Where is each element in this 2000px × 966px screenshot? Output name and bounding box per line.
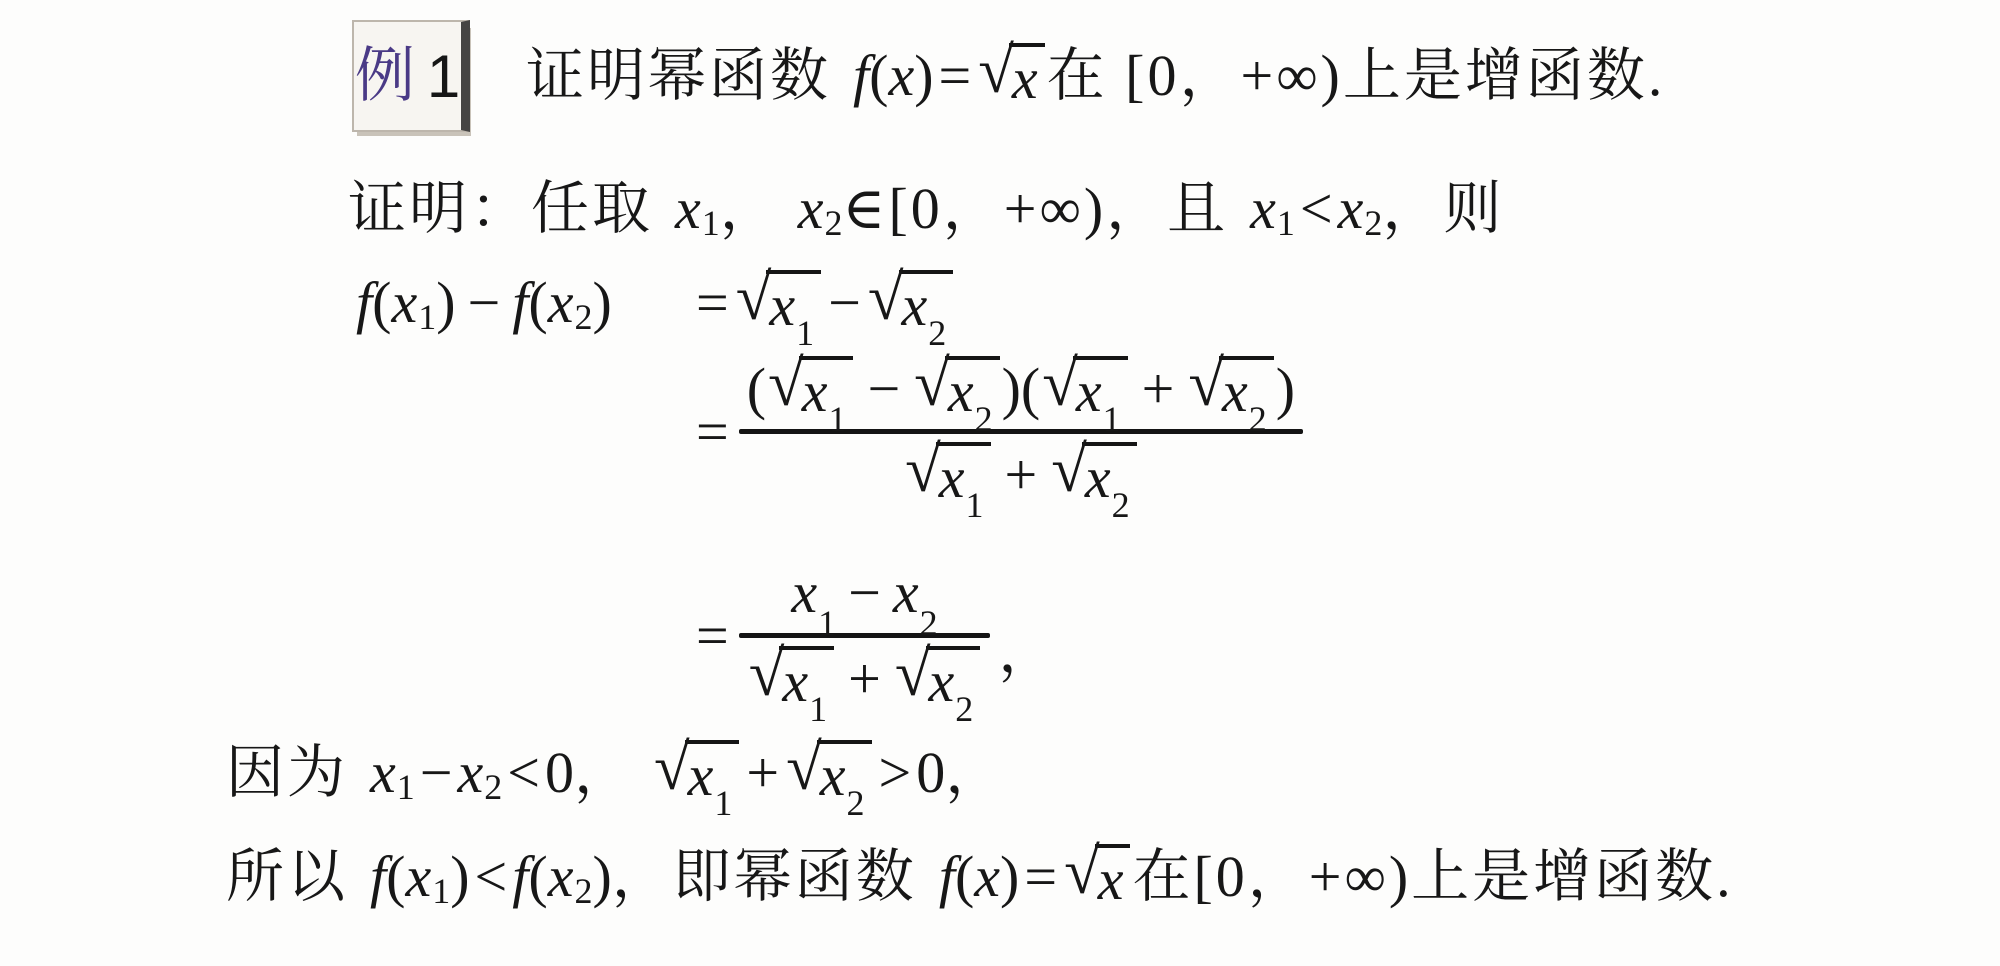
- var-f: f: [512, 270, 529, 336]
- badge-label: 例: [354, 42, 415, 109]
- subscript-1: 1: [714, 782, 733, 823]
- conclusion-tail: 在[0，+∞)上是增函数.: [1132, 844, 1734, 910]
- var-x: x: [769, 273, 796, 338]
- comma: ，: [573, 740, 632, 806]
- radical-sign: √: [914, 348, 950, 421]
- minus-sign: −: [828, 270, 861, 336]
- paren-close: ): [914, 42, 934, 108]
- var-x: x: [457, 740, 484, 806]
- proof-intro-line: [348, 176, 1504, 243]
- radical-sign: √: [905, 433, 941, 506]
- var-x: x: [687, 743, 714, 808]
- paren-open: (: [746, 356, 767, 422]
- subscript-2: 2: [955, 688, 974, 729]
- var-x: x: [1222, 359, 1248, 424]
- subscript-1: 1: [1276, 203, 1295, 244]
- subscript-2: 2: [919, 602, 938, 643]
- radical-sign: √: [735, 262, 772, 335]
- subscript-2: 2: [1111, 484, 1130, 525]
- subscript-1: 1: [1102, 398, 1121, 439]
- sqrt-x: [1064, 836, 1130, 912]
- sqrt-x2: [1188, 348, 1273, 439]
- var-x: x: [1084, 444, 1111, 510]
- paren-open: (: [1020, 356, 1041, 422]
- so-text: 所以: [226, 844, 349, 910]
- subscript-2: 2: [928, 312, 947, 353]
- statement-text: 证明幂函数: [526, 42, 832, 108]
- var-x: x: [782, 648, 809, 714]
- statement-tail: 在 [0，+∞)上是增函数.: [1046, 42, 1666, 108]
- less-than-sign: <: [1299, 176, 1333, 241]
- var-x: x: [675, 176, 701, 241]
- var-x: x: [1250, 176, 1276, 241]
- fraction: [739, 560, 991, 729]
- subscript-2: 2: [574, 297, 593, 338]
- paren-open: (: [528, 844, 548, 910]
- var-x: x: [892, 560, 919, 625]
- paren-close: ): [592, 844, 612, 910]
- sqrt-x2: [914, 348, 999, 439]
- radical-sign: √: [1051, 433, 1087, 506]
- digit-zero: 0: [544, 740, 574, 806]
- subscript-2: 2: [974, 398, 993, 439]
- sqrt-x2: [894, 637, 980, 729]
- var-x: x: [938, 444, 965, 510]
- var-x: x: [547, 844, 574, 910]
- sqrt-x2: [867, 262, 953, 353]
- radical-sign: √: [653, 732, 690, 805]
- conclusion-line: [226, 836, 1734, 912]
- minus-sign: −: [419, 740, 453, 806]
- paren-close: ): [1001, 356, 1021, 422]
- proof-lead-text: 证明：任取: [348, 176, 654, 241]
- var-f: f: [370, 844, 387, 910]
- then-text: ，则: [1382, 176, 1505, 241]
- sqrt-x: [978, 34, 1044, 111]
- radical-sign: √: [768, 348, 804, 421]
- paren-close: ): [592, 270, 612, 336]
- comma: ，: [719, 176, 778, 241]
- because-line: [226, 732, 1004, 823]
- example-badge: [352, 20, 470, 132]
- subscript-1: 1: [796, 312, 815, 353]
- because-text: 因为: [226, 740, 349, 806]
- minus-sign: −: [867, 356, 901, 422]
- that-is-text: ，即幂函数: [611, 844, 917, 910]
- radical-sign: √: [978, 34, 1014, 107]
- radical-sign: √: [1042, 348, 1078, 421]
- var-x: x: [1075, 359, 1102, 424]
- fraction-denominator: [739, 637, 991, 729]
- var-x: x: [947, 359, 974, 424]
- var-x: x: [1011, 45, 1038, 111]
- fraction-numerator: [783, 560, 945, 643]
- var-x: x: [797, 176, 824, 241]
- sqrt-x1: [905, 433, 990, 525]
- var-x: x: [888, 42, 915, 108]
- fraction: [739, 348, 1303, 525]
- subscript-1: 1: [396, 767, 415, 808]
- paren-close: ): [450, 844, 470, 910]
- radical-sign: √: [867, 262, 904, 335]
- equals-sign: =: [1024, 844, 1058, 910]
- paren-open: (: [528, 270, 548, 336]
- var-f: f: [512, 844, 529, 910]
- equals-sign: =: [696, 602, 729, 668]
- paren-open: (: [372, 270, 392, 336]
- subscript-1: 1: [965, 484, 984, 525]
- var-x: x: [801, 359, 828, 424]
- var-f: f: [938, 844, 955, 910]
- var-x: x: [1097, 847, 1124, 912]
- paren-close: ): [1000, 844, 1020, 910]
- step-1-line: [356, 262, 955, 353]
- difference-expression: [356, 270, 691, 337]
- plus-sign: +: [1141, 356, 1175, 422]
- subscript-2: 2: [574, 871, 593, 912]
- subscript-1: 1: [818, 602, 837, 643]
- subscript-1: 1: [701, 203, 720, 244]
- var-x: x: [405, 844, 432, 910]
- equals-sign: =: [938, 42, 972, 108]
- subscript-2: 2: [824, 203, 843, 244]
- subscript-2: 2: [846, 782, 865, 823]
- subscript-2: 2: [484, 767, 503, 808]
- badge-number: 1: [426, 42, 461, 110]
- subscript-2: 2: [1248, 398, 1267, 439]
- equals-sign: =: [696, 270, 729, 336]
- subscript-1: 1: [828, 398, 847, 439]
- comma: ，: [998, 618, 1057, 684]
- var-x: x: [1337, 176, 1364, 241]
- paren-open: (: [386, 844, 406, 910]
- sqrt-x1: [768, 348, 853, 439]
- var-f: f: [853, 42, 870, 108]
- sqrt-x1: [653, 732, 739, 823]
- var-x: x: [928, 648, 955, 714]
- minus-sign: −: [467, 270, 501, 336]
- sqrt-x1: [1042, 348, 1127, 439]
- fraction-denominator: [895, 433, 1147, 525]
- greater-than-sign: >: [878, 740, 912, 806]
- subscript-2: 2: [1364, 203, 1383, 244]
- plus-sign: +: [746, 740, 780, 806]
- paren-close: ): [436, 270, 456, 336]
- equals-sign: =: [696, 399, 729, 465]
- sqrt-x2: [1051, 433, 1136, 525]
- paren-open: (: [954, 844, 975, 910]
- minus-sign: −: [848, 560, 881, 625]
- var-x: x: [819, 743, 846, 808]
- var-f: f: [356, 270, 373, 336]
- fraction-numerator: [739, 348, 1303, 439]
- var-x: x: [974, 844, 1001, 910]
- title-line: [352, 20, 1665, 132]
- step-2-line: [696, 348, 1303, 525]
- plus-sign: +: [848, 645, 881, 711]
- less-than-sign: <: [474, 844, 508, 910]
- radical-sign: √: [1188, 348, 1225, 421]
- digit-zero: 0: [916, 740, 946, 806]
- var-x: x: [391, 270, 418, 336]
- paren-open: (: [869, 42, 889, 108]
- plus-sign: +: [1004, 442, 1038, 508]
- subscript-1: 1: [809, 688, 828, 729]
- subscript-1: 1: [432, 871, 451, 912]
- radical-sign: √: [894, 637, 931, 710]
- radical-sign: √: [1064, 836, 1100, 909]
- var-x: x: [547, 270, 574, 336]
- var-x: x: [791, 560, 818, 625]
- in-set-text: ∈[0，+∞)，且: [842, 176, 1229, 241]
- sqrt-x1: [735, 262, 821, 353]
- step-3-line: [696, 560, 1057, 729]
- subscript-1: 1: [418, 297, 437, 338]
- sqrt-x1: [748, 637, 834, 729]
- radical-sign: √: [748, 637, 785, 710]
- var-x: x: [370, 740, 396, 806]
- sqrt-x2: [786, 732, 871, 823]
- var-x: x: [901, 273, 928, 338]
- paren-close: ): [1275, 356, 1296, 422]
- radical-sign: √: [786, 732, 822, 805]
- comma: ，: [945, 740, 1004, 806]
- less-than-sign: <: [507, 740, 540, 806]
